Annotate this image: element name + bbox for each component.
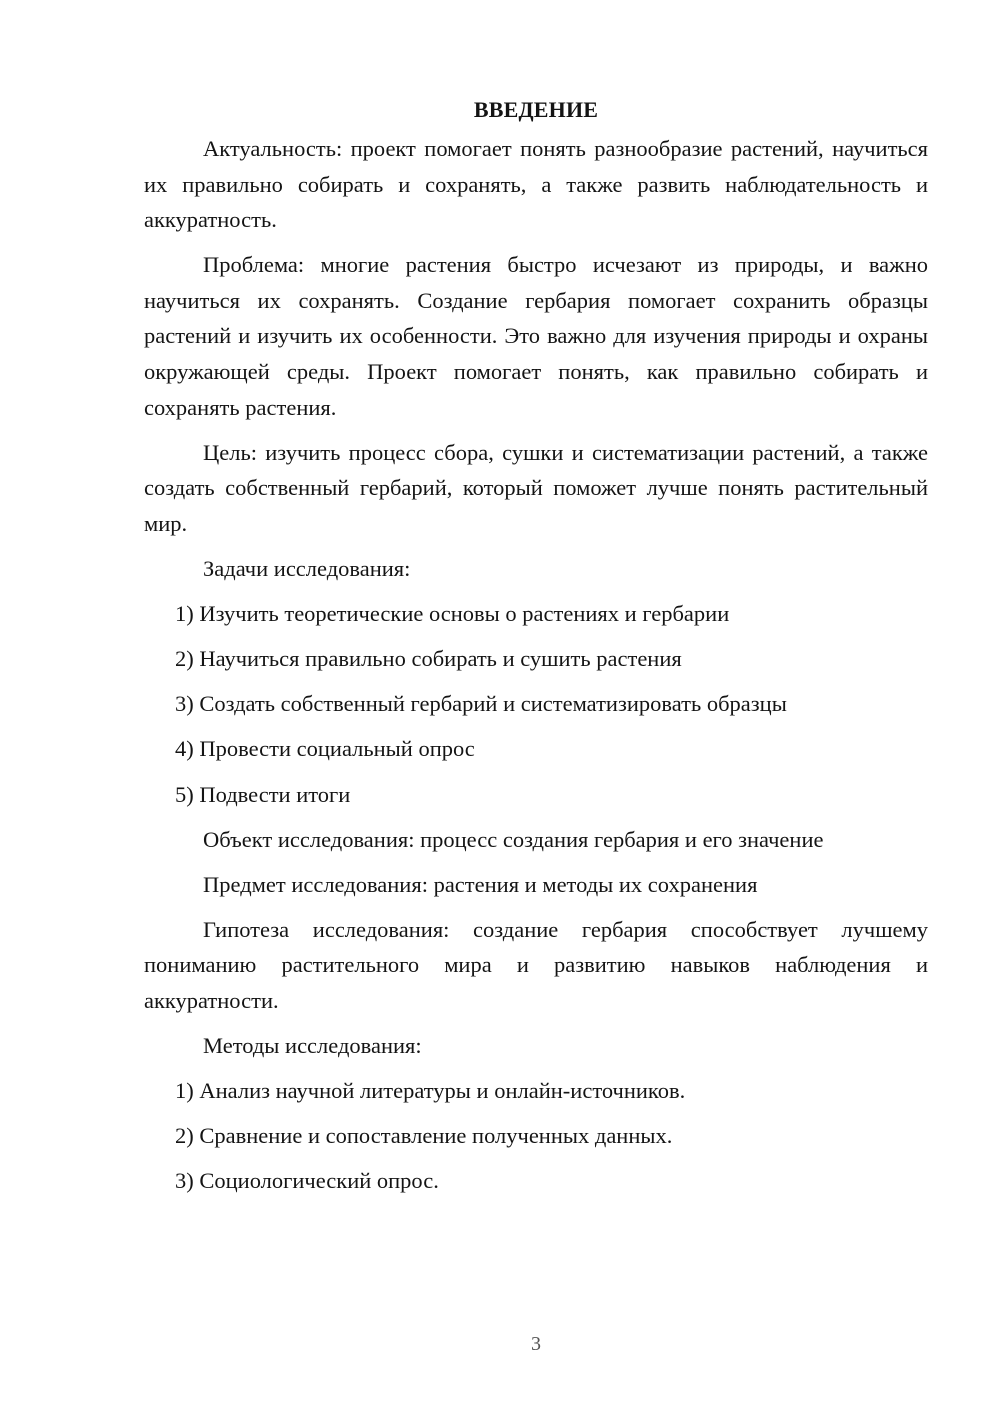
task-item: 1) Изучить теоретические основы о растениях и гербарии [175,601,730,627]
task-item: 5) Подвести итоги [175,781,351,807]
task-item: 2) Научиться правильно собирать и сушить растения [175,646,682,672]
page-number: 3 [531,1333,541,1355]
problem-paragraph: Проблема: многие растения быстро исчезают из природы, и важно научиться их сохранять. Создание гербария помогает сохранить образцы растений и изучить их особенности. Это важно для изучения природы и охраны окружающей среды. Проект помогает понять, как правильно собирать и сохранять растения. [144,252,928,420]
goal-paragraph: Цель: изучить процесс сбора, сушки и систематизации растений, а также создать собственный гербарий, который поможет лучше понять растительный мир. [144,439,928,536]
method-item: 2) Сравнение и сопоставление полученных данных. [175,1123,673,1149]
tasks-heading: Задачи исследования: [203,556,411,582]
method-item: 3) Социологический опрос. [175,1168,439,1194]
hypothesis-paragraph: Гипотеза исследования: создание гербария способствует лучшему пониманию растительного мира и развитию навыков наблюдения и аккуратности. [144,916,928,1013]
relevance-paragraph: Актуальность: проект помогает понять разнообразие растений, научиться их правильно собирать и сохранять, а также развить наблюдательность и аккуратность. [144,136,928,233]
methods-heading: Методы исследования: [203,1033,422,1059]
document-page [144,95,928,1208]
object-paragraph: Объект исследования: процесс создания гербария и его значение [203,826,824,852]
method-item: 1) Анализ научной литературы и онлайн-источников. [175,1078,686,1104]
section-title: ВВЕДЕНИЕ [473,97,599,122]
task-item: 4) Провести социальный опрос [175,736,475,762]
task-item: 3) Создать собственный гербарий и систематизировать образцы [175,691,787,717]
subject-paragraph: Предмет исследования: растения и методы их сохранения [203,871,758,897]
